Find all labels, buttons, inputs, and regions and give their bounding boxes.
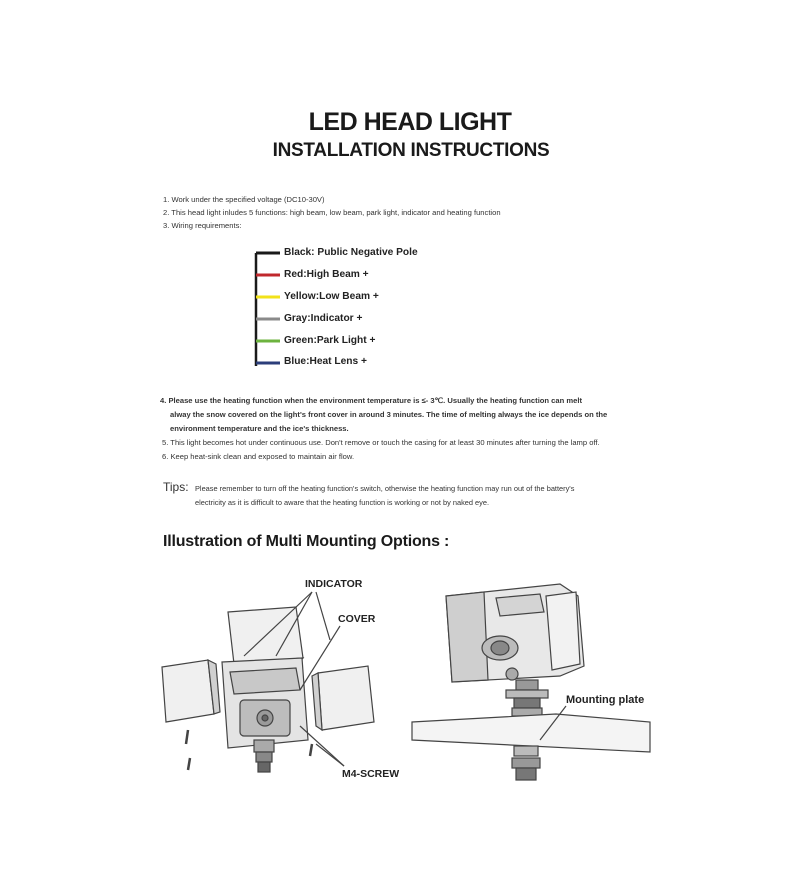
document-title: LED HEAD LIGHT: [308, 108, 512, 136]
tips-label: Tips:: [163, 480, 189, 494]
label-m4-screw: M4-SCREW: [342, 768, 400, 780]
wire-label-yellow: Yellow:Low Beam +: [284, 291, 379, 302]
wire-label-red: Red:High Beam +: [284, 269, 369, 280]
document-subtitle: INSTALLATION INSTRUCTIONS: [272, 140, 550, 161]
label-mounting-plate: Mounting plate: [566, 694, 645, 706]
tips-line2: electricity as it is difficult to aware that the heating function is working or not by naked eye.: [195, 498, 490, 507]
label-cover: COVER: [338, 613, 376, 625]
note-4-line1: 4. Please use the heating function when the environment temperature is ≤- 3℃. Usually the heating function can melt: [160, 396, 582, 405]
label-indicator: INDICATOR: [305, 578, 363, 590]
requirement-3: 3. Wiring requirements:: [163, 221, 242, 230]
note-4-line3: environment temperature and the ice's thickness.: [170, 424, 349, 433]
note-6: 6. Keep heat-sink clean and exposed to maintain air flow.: [162, 452, 355, 461]
requirement-1: 1. Work under the specified voltage (DC10-30V): [163, 195, 325, 204]
requirement-2: 2. This head light inludes 5 functions: high beam, low beam, park light, indicator and heating function: [163, 208, 501, 217]
wire-label-gray: Gray:Indicator +: [284, 313, 363, 324]
wire-label-green: Green:Park Light +: [284, 335, 376, 346]
note-5: 5. This light becomes hot under continuous use. Don't remove or touch the casing for at least 30 minutes after turning the lamp off.: [162, 438, 600, 447]
illustration-title: Illustration of Multi Mounting Options :: [163, 533, 450, 550]
note-4-line2: alway the snow covered on the light's front cover in around 3 minutes. The time of melting always the ice depends on the: [170, 410, 608, 419]
wire-label-blue: Blue:Heat Lens +: [284, 356, 367, 367]
wire-label-black: Black: Public Negative Pole: [284, 247, 418, 258]
tips-line1: Please remember to turn off the heating function's switch, otherwise the heating function may run out of the battery's: [195, 484, 575, 493]
